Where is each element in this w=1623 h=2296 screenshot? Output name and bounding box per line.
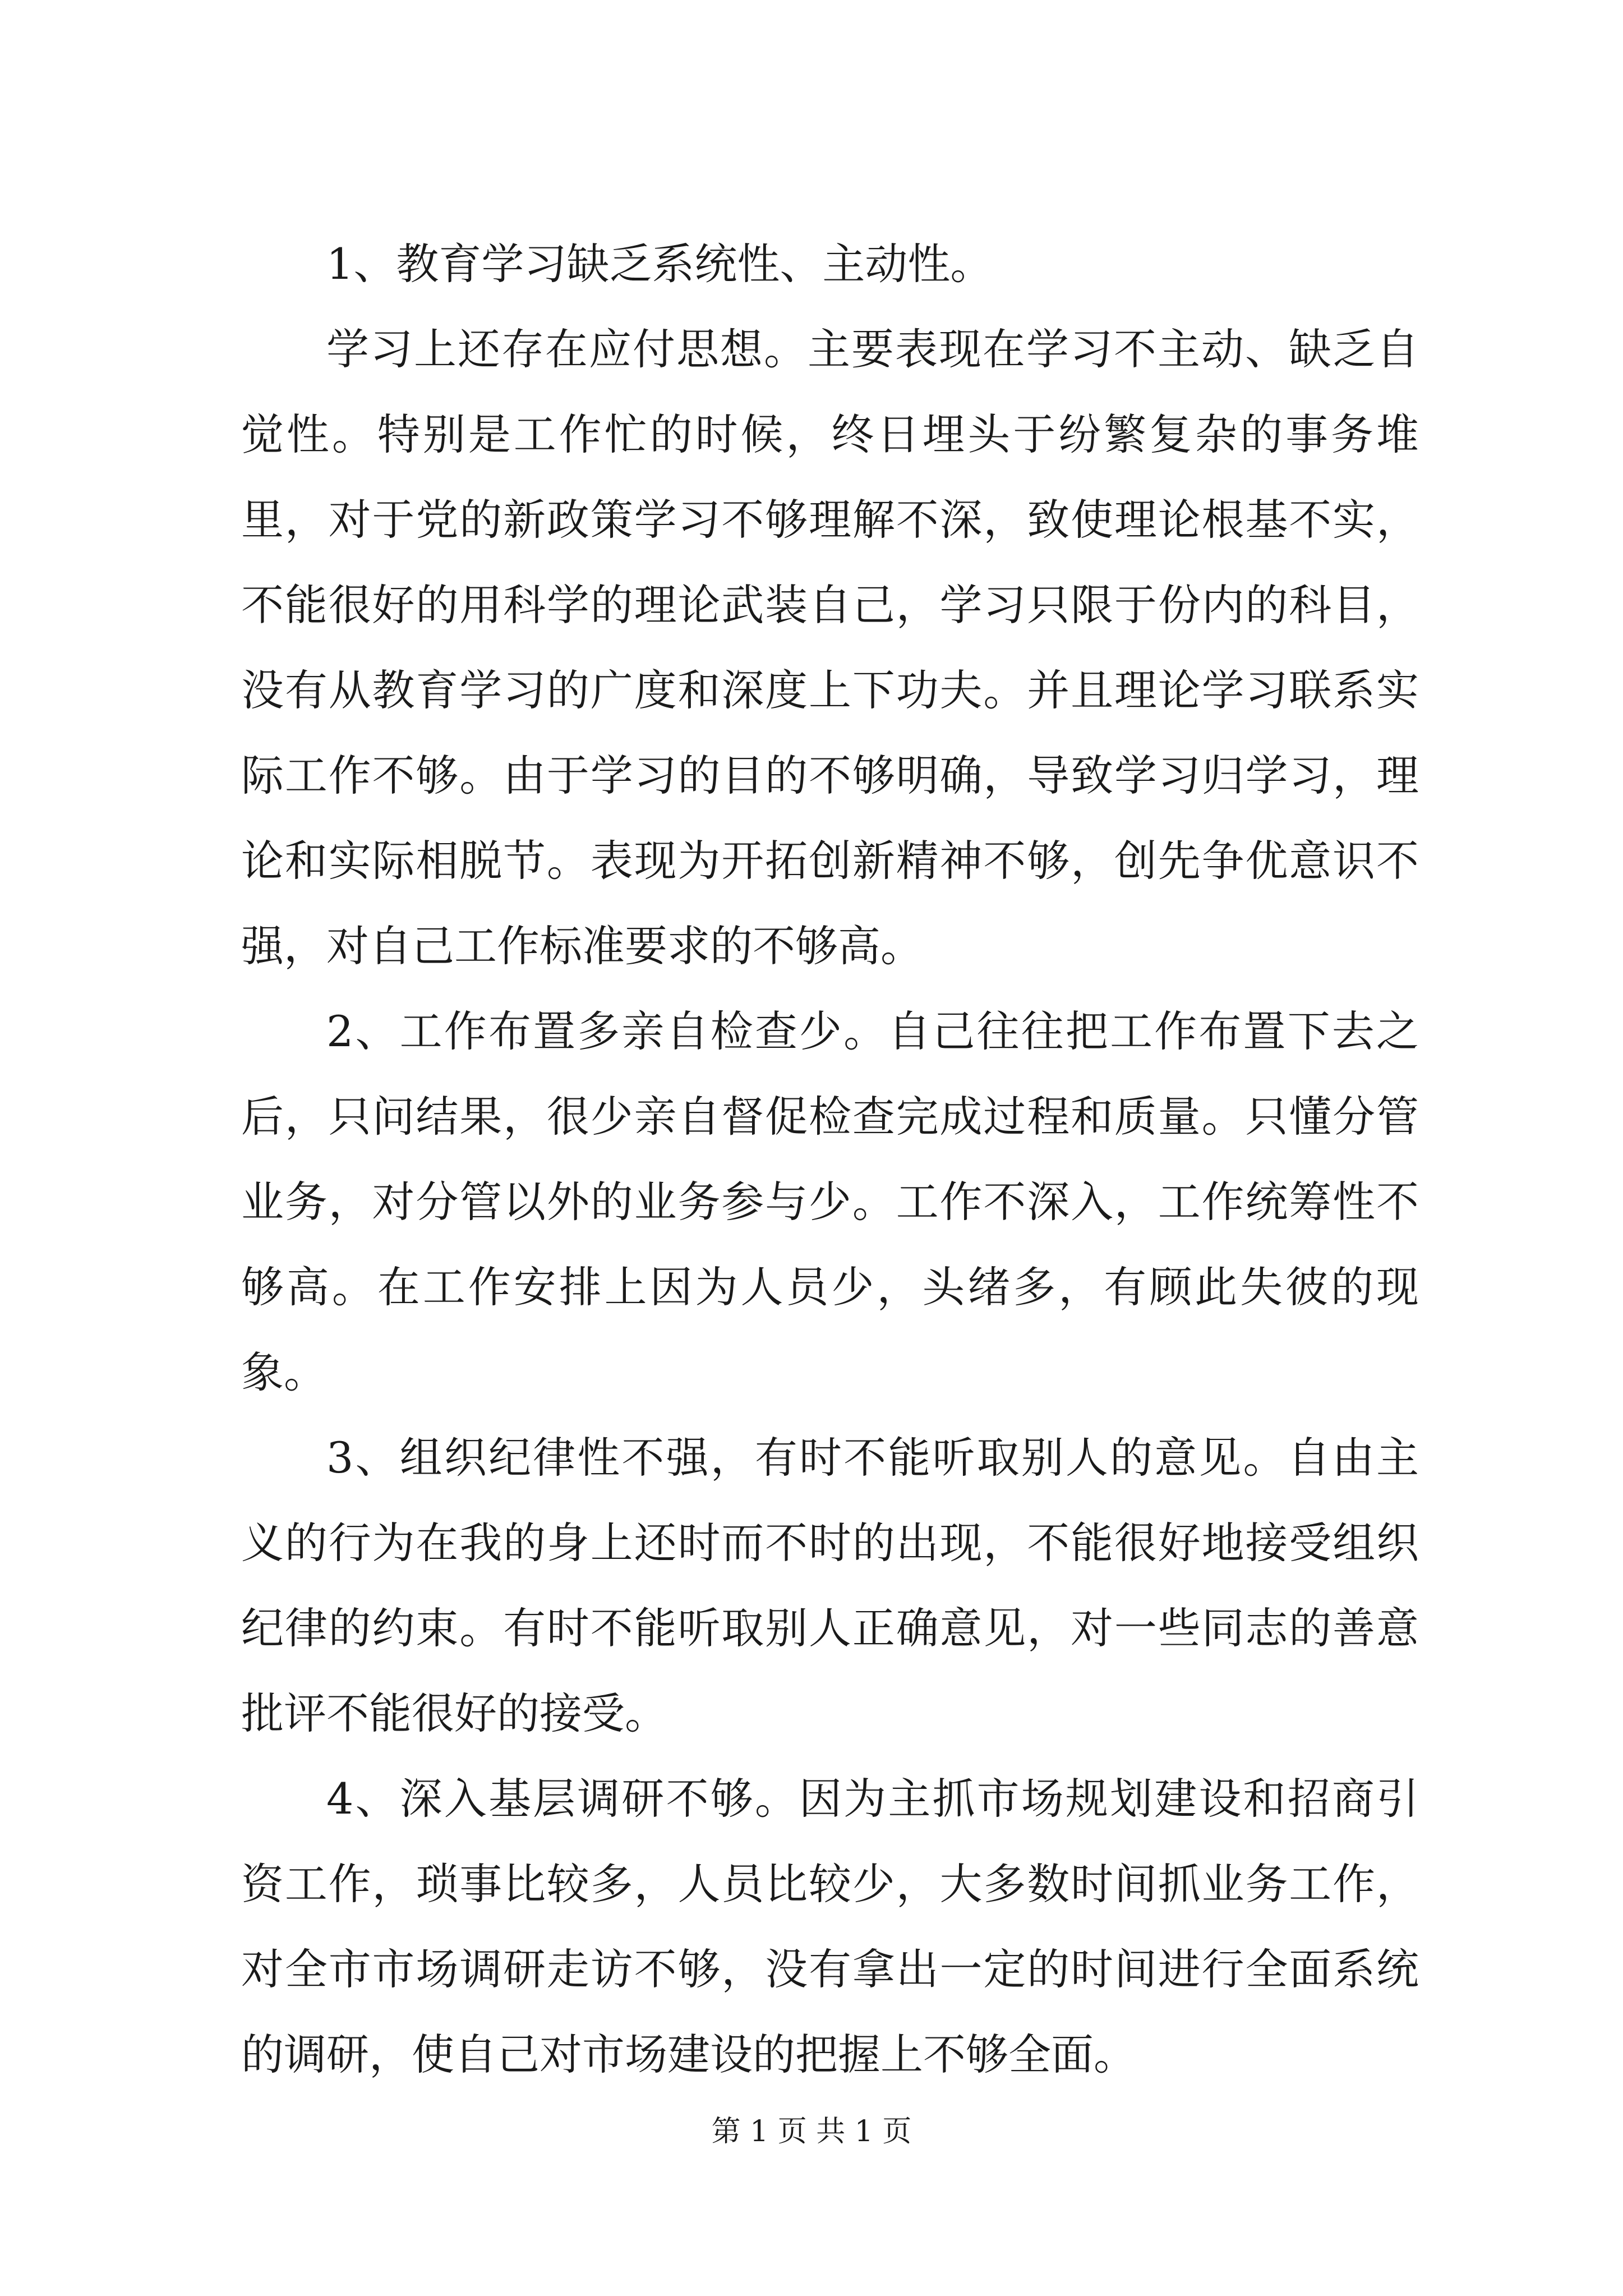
paragraph-1-body: 学习上还存在应付思想。主要表现在学习不主动、缺乏自觉性。特别是工作忙的时候，终日埋头于纷繁复杂的事务堆里，对于党的新政策学习不够理解不深，致使理论根基不实，不能很好的用科学的理论武装自己，学习只限于份内的科目，没有从教育学习的广度和深度上下功夫。并且理论学习联系实际工作不够。由于学习的目的不够明确，导致学习归学习，理论和实际相脱节。表现为开拓创新精神不够，创先争优意识不强，对自己工作标准要求的不够高。 — [241, 324, 1419, 971]
page-footer: 第 1 页 共 1 页 — [711, 2115, 912, 2148]
paragraph-4: 4、深入基层调研不够。因为主抓市场规划建设和招商引资工作，琐事比较多，人员比较少，大多数时间抓业务工作，对全市市场调研走访不够，没有拿出一定的时间进行全面系统的调研，使自己对市场建设的把握上不够全面。 — [241, 1774, 1419, 2079]
paragraph-1-heading: 1、教育学习缺乏系统性、主动性。 — [326, 239, 993, 289]
document-body — [241, 222, 1419, 2097]
paragraph-2: 2、工作布置多亲自检查少。自己往往把工作布置下去之后，只问结果，很少亲自督促检查完成过程和质量。只懂分管业务，对分管以外的业务参与少。工作不深入，工作统筹性不够高。在工作安排上因为人员少，头绪多，有顾此失彼的现象。 — [241, 1006, 1419, 1397]
paragraph-3: 3、组织纪律性不强，有时不能听取别人的意见。自由主义的行为在我的身上还时而不时的出现，不能很好地接受组织纪律的约束。有时不能听取别人正确意见，对一些同志的善意批评不能很好的接受。 — [241, 1433, 1419, 1738]
